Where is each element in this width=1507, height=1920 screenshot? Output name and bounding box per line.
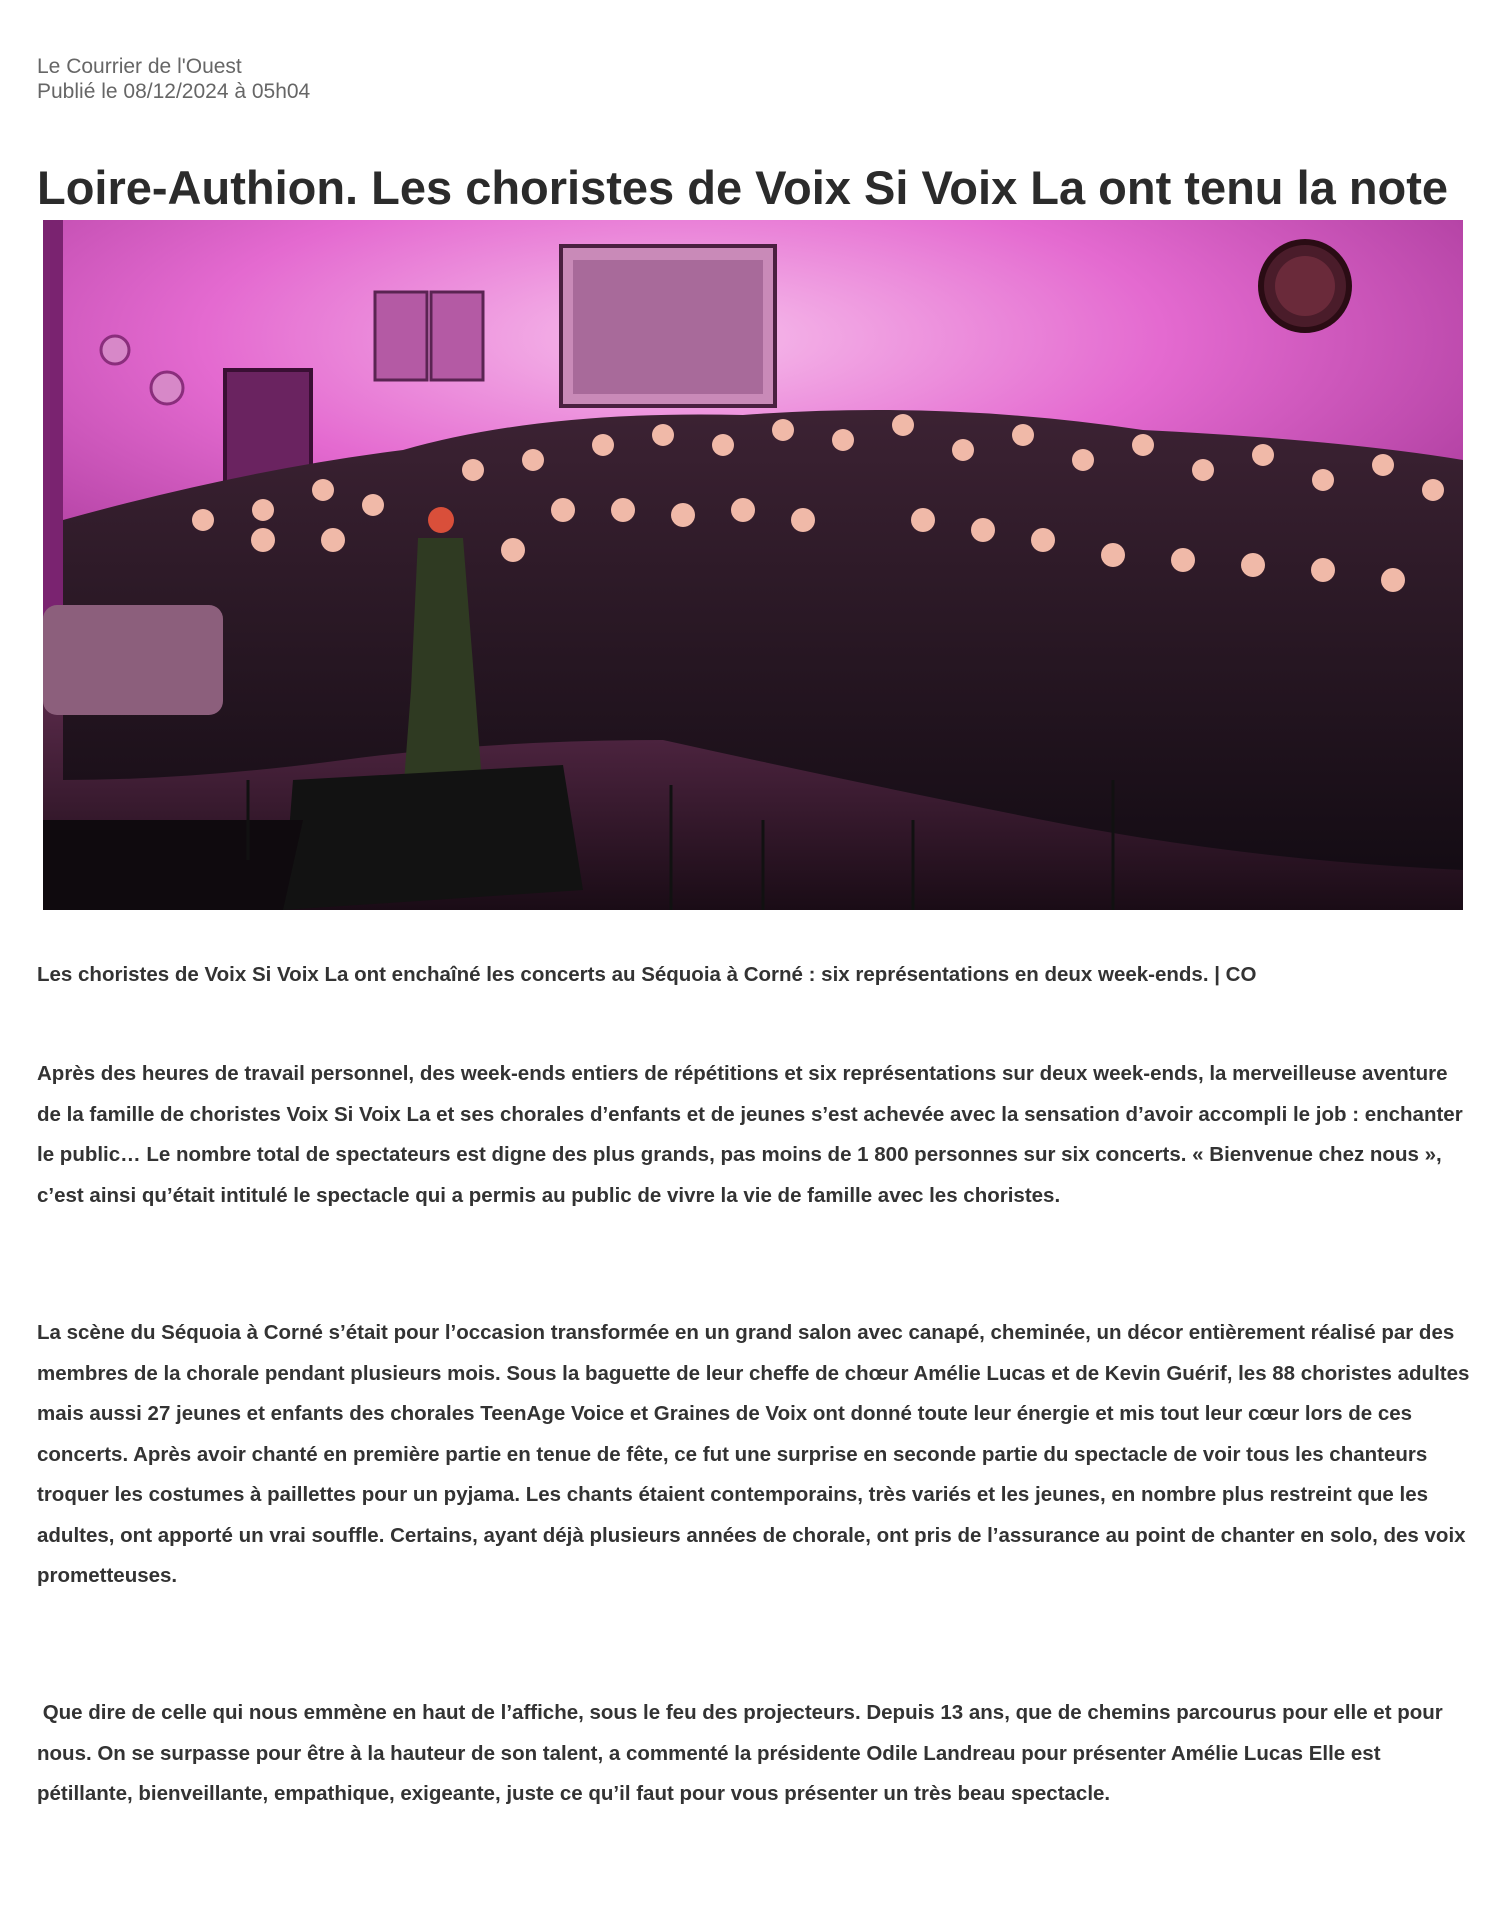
publication-name: Le Courrier de l'Ouest	[37, 55, 242, 78]
concert-photo	[43, 220, 1463, 910]
source-block	[37, 54, 310, 104]
wall-clock	[1261, 242, 1349, 330]
article-title: Loire-Authion. Les choristes de Voix Si Voix La ont tenu la note	[37, 161, 1449, 214]
wall-painting-center	[561, 246, 775, 406]
article-paragraph-2: La scène du Séquoia à Corné s’était pour l’occasion transformée en un grand salon avec canapé, cheminée, un décor entièrement réalisé par des membres de la chorale pendant plusieurs mois. Sous la baguette de leur cheffe de chœur Amélie Lucas et de Kevin Guérif, les 88 choristes adultes mais aussi 27 jeunes et enfants des chorales TeenAge Voice et Graines de Voix ont donné toute leur énergie et mis tout leur cœur lors de ces concerts. Après avoir chanté en première partie en tenue de fête, ce fut une surprise en seconde partie du spectacle de voir tous les chanteurs troquer les costumes à paillettes pour un pyjama. Les chants étaient contemporains, très variés et les jeunes, en nombre plus restreint que les adultes, ont apporté un vrai souffle. Certains, ayant déjà plusieurs années de chorale, ont pris de l’assurance au point de chanter en solo, des voix prometteuses.	[37, 1321, 1470, 1587]
photo-caption: Les choristes de Voix Si Voix La ont enchaîné les concerts au Séquoia à Corné : six représentations en deux week-ends. | CO	[37, 963, 1257, 986]
article-paragraph-1: Après des heures de travail personnel, des week-ends entiers de répétitions et six représentations sur deux week-ends, la merveilleuse aventure de la famille de choristes Voix Si Voix La et ses chorales d’enfants et de jeunes s’est achevée avec la sensation d’avoir accompli le job : enchanter le public… Le nombre total de spectateurs est digne des plus grands, pas moins de 1 800 personnes sur six concerts. « Bienvenue chez nous », c’est ainsi qu’était intitulé le spectacle qui a permis au public de vivre la vie de famille avec les choristes.	[37, 1062, 1463, 1207]
article-paragraph-3: Que dire de celle qui nous emmène en haut de l’affiche, sous le feu des projecteurs. Depuis 13 ans, que de chemins parcourus pour elle et pour nous. On se surpasse pour être à la hauteur de son talent, a commenté la présidente Odile Landreau pour présenter Amélie Lucas Elle est pétillante, bienveillante, empathique, exigeante, juste ce qu’il faut pour vous présenter un très beau spectacle.	[37, 1701, 1449, 1805]
publication-date: Publié le 08/12/2024 à 05h04	[37, 80, 311, 103]
stage-monitor	[283, 765, 583, 910]
